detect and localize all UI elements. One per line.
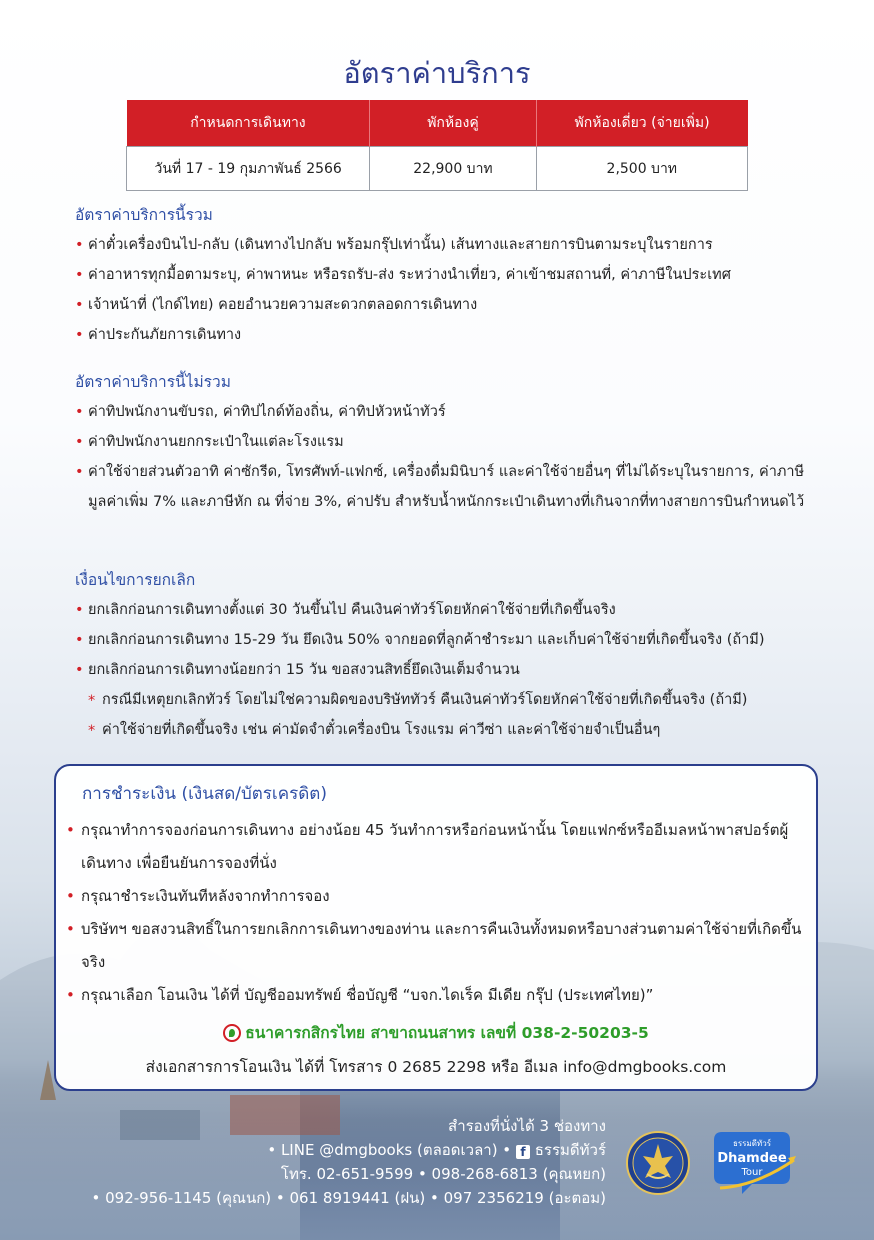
logo-dhamdee-text: Dhamdee [717, 1151, 787, 1166]
list-item: • ยกเลิกก่อนการเดินทางตั้งแต่ 30 วันขึ้นไป คืนเงินค่าทัวร์โดยหักค่าใช้จ่ายที่เกิดขึ้นจริง [75, 595, 815, 625]
royal-emblem-logo [625, 1130, 691, 1196]
cell-twin-price: 22,900 บาท [370, 147, 536, 191]
list-item: • กรุณาชำระเงินทันทีหลังจากทำการจอง [66, 880, 808, 913]
bank-account-line [56, 1020, 816, 1045]
header-travel-date: กำหนดการเดินทาง [127, 100, 370, 147]
cancel-note: * ค่าใช้จ่ายที่เกิดขึ้นจริง เช่น ค่ามัดจำตั๋วเครื่องบิน โรงแรม ค่าวีซ่า และค่าใช้จ่ายจำเป็นอื่นๆ [75, 715, 815, 745]
footer-phone-line: โทร. 02-651-9599 • 098-268-6813 (คุณหยก) [280, 1165, 606, 1183]
payment-list [66, 814, 808, 1012]
list-item: • ค่าใช้จ่ายส่วนตัวอาทิ ค่าซักรีด, โทรศัพท์-แฟกซ์, เครื่องดื่มมินิบาร์ และค่าใช้จ่ายอื่นๆ ที่ไม่ได้ระบุในรายการ, ค่าภาษีมูลค่าเพิ่ม 7% และภาษีหัก ณ ที่จ่าย 3%, ค่าปรับ สำหรับน้ำหนักกระเป๋าเดินทางที่เกินจากที่ทางสายการบินกำหนดไว้ [75, 457, 808, 517]
cancel-section [75, 565, 815, 745]
excluded-heading: อัตราค่าบริการนี้ไม่รวม [75, 373, 231, 391]
logo-thai-text: ธรรมดีทัวร์ [732, 1139, 772, 1148]
bank-account-text: ธนาคารกสิกรไทย สาขาถนนสาทร เลขที่ 038-2-50203-5 [245, 1024, 649, 1042]
included-heading: อัตราค่าบริการนี้รวม [75, 206, 213, 224]
header-twin-room: พักห้องคู่ [370, 100, 536, 147]
cell-travel-date: วันที่ 17 - 19 กุมภาพันธ์ 2566 [127, 147, 370, 191]
table-row [127, 147, 748, 191]
list-item: • ค่าทิปพนักงานยกกระเป๋าในแต่ละโรงแรม [75, 427, 815, 457]
cancel-heading: เงื่อนไขการยกเลิก [75, 571, 196, 589]
kasikorn-bank-icon [223, 1024, 241, 1042]
page-title: อัตราค่าบริการ [343, 56, 531, 90]
list-item: • ยกเลิกก่อนการเดินทาง 15-29 วัน ยึดเงิน 50% จากยอดที่ลูกค้าชำระมา และเก็บค่าใช้จ่ายที่เกิดขึ้นจริง (ถ้ามี) [75, 625, 815, 655]
footer-line-contact: • LINE @dmgbooks (ตลอดเวลา) • [267, 1141, 512, 1159]
contact-footer [92, 1114, 607, 1210]
list-item: • บริษัทฯ ขอสงวนสิทธิ์ในการยกเลิกการเดินทางของท่าน และการคืนเงินทั้งหมดหรือบางส่วนตามค่าใช้จ่ายที่เกิดขึ้นจริง [66, 913, 808, 979]
footer-facebook-page: ธรรมดีทัวร์ [534, 1141, 606, 1159]
facebook-icon: f [516, 1145, 530, 1159]
list-item: • ค่าอาหารทุกมื้อตามระบุ, ค่าพาหนะ หรือรถรับ-ส่ง ระหว่างนำเที่ยว, ค่าเข้าชมสถานที่, ค่าภาษีในประเทศ [75, 260, 815, 290]
list-item: • เจ้าหน้าที่ (ไกด์ไทย) คอยอำนวยความสะดวกตลอดการเดินทาง [75, 290, 815, 320]
list-item: • ค่าประกันภัยการเดินทาง [75, 320, 815, 350]
list-item: • ค่าตั๋วเครื่องบินไป-กลับ (เดินทางไปกลับ พร้อมกรุ๊ปเท่านั้น) เส้นทางและสายการบินตามระบุในรายการ [75, 230, 815, 260]
payment-heading: การชำระเงิน (เงินสด/บัตรเครดิต) [82, 784, 327, 804]
list-item: • ค่าทิปพนักงานขับรถ, ค่าทิปไกด์ท้องถิ่น, ค่าทิปหัวหน้าทัวร์ [75, 397, 815, 427]
list-item: • ยกเลิกก่อนการเดินทางน้อยกว่า 15 วัน ขอสงวนสิทธิ์ยึดเงินเต็มจำนวน [75, 655, 815, 685]
logo-tour-text: Tour [741, 1167, 763, 1178]
dhamdee-tour-logo [706, 1130, 798, 1196]
cancel-note: * กรณีมีเหตุยกเลิกทัวร์ โดยไม่ใช่ความผิดของบริษัททัวร์ คืนเงินค่าทัวร์โดยหักค่าใช้จ่ายที่เกิดขึ้นจริง (ถ้ามี) [75, 685, 815, 715]
payment-box [54, 764, 818, 1091]
footer-phone-line-2: • 092-956-1145 (คุณนก) • 061 8919441 (ฝน) • 097 2356219 (อะตอม) [91, 1189, 606, 1207]
rates-table [126, 100, 748, 191]
header-single-supplement: พักห้องเดี่ยว (จ่ายเพิ่ม) [536, 100, 747, 147]
cell-single-price: 2,500 บาท [536, 147, 747, 191]
list-item: • กรุณาทำการจองก่อนการเดินทาง อย่างน้อย 45 วันทำการหรือก่อนหน้านั้น โดยแฟกซ์หรืออีเมลหน้าพาสปอร์ตผู้เดินทาง เพื่อยืนยันการจองที่นั่ง [66, 814, 808, 880]
footer-booking-channels: สำรองที่นั่งได้ 3 ช่องทาง [448, 1117, 606, 1135]
footer-social-line [92, 1138, 607, 1162]
table-header-row [127, 100, 748, 147]
send-documents-line: ส่งเอกสารการโอนเงิน ได้ที่ โทรสาร 0 2685 2298 หรือ อีเมล info@dmgbooks.com [145, 1058, 727, 1076]
list-item: • กรุณาเลือก โอนเงิน ได้ที่ บัญชีออมทรัพย์ ชื่อบัญชี “บจก.ไดเร็ค มีเดีย กรุ๊ป (ประเทศไทย)” [66, 979, 808, 1012]
included-section [75, 200, 815, 350]
excluded-section [75, 367, 815, 517]
